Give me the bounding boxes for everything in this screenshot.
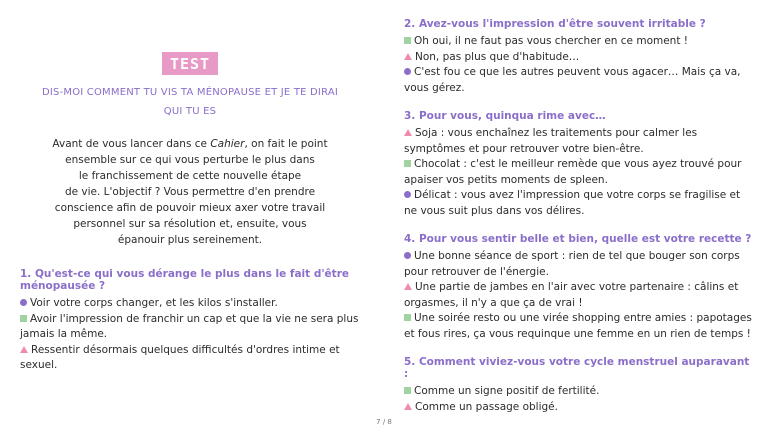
circle-marker-icon xyxy=(404,191,411,198)
answer-item xyxy=(20,312,360,343)
question-2-title: 2. Avez-vous l'impression d'être souvent irritable ? xyxy=(404,18,706,30)
square-marker-icon xyxy=(20,315,27,322)
answer-text: Comme un passage obligé. xyxy=(415,400,558,413)
intro-line: personnel sur sa résolution et, ensuite, vous xyxy=(73,218,307,230)
answer-text: Voir votre corps changer, et les kilos s'installer. xyxy=(30,297,278,309)
question-1-title: 1. Qu'est-ce qui vous dérange le plus dans le fait d'être ménopausée ? xyxy=(20,268,349,292)
square-marker-icon xyxy=(404,160,411,167)
right-column xyxy=(404,18,754,415)
intro-italic: Cahier xyxy=(210,138,245,150)
answer-item xyxy=(404,400,754,416)
answer-text: C'est fou ce que les autres peuvent vous agacer… Mais ça va, vous gérez. xyxy=(404,66,741,94)
answer-item xyxy=(404,50,754,66)
intro-line: épanouir plus sereinement. xyxy=(117,234,263,246)
answer-item xyxy=(404,126,754,157)
answer-item xyxy=(404,65,754,96)
answer-item xyxy=(20,343,360,374)
circle-marker-icon xyxy=(404,252,411,259)
answer-item xyxy=(404,188,754,219)
intro-paragraph xyxy=(20,136,360,248)
subtitle-line-1: DIS-MOI COMMENT TU VIS TA MÉNOPAUSE ET JE TE DIRAI xyxy=(41,87,339,98)
triangle-marker-icon xyxy=(404,403,412,410)
answer-item xyxy=(404,384,754,400)
answer-item xyxy=(404,34,754,50)
answer-text: Non, pas plus que d'habitude… xyxy=(415,50,580,63)
answer-text: Oh oui, il ne faut pas vous chercher en ce moment ! xyxy=(414,35,688,47)
intro-text: Avant de vous lancer dans ce xyxy=(52,138,211,150)
answer-item xyxy=(20,296,360,312)
question-5-title: 5. Comment viviez-vous votre cycle menstruel auparavant : xyxy=(404,356,750,380)
answer-text: Avoir l'impression de franchir un cap et que la vie ne sera plus jamais la même. xyxy=(20,312,359,340)
intro-line: conscience afin de pouvoir mieux axer votre travail xyxy=(54,202,326,214)
answer-text: Ressentir désormais quelques difficultés d'ordres intime et sexuel. xyxy=(20,343,340,371)
square-marker-icon xyxy=(404,387,411,394)
answer-item xyxy=(404,280,754,311)
triangle-marker-icon xyxy=(404,283,412,290)
intro-text: , on fait le point xyxy=(244,138,328,150)
circle-marker-icon xyxy=(404,68,411,75)
test-subtitle xyxy=(20,83,360,121)
triangle-marker-icon xyxy=(404,129,412,136)
triangle-marker-icon xyxy=(20,346,28,353)
answer-item xyxy=(404,157,754,188)
square-marker-icon xyxy=(404,37,411,44)
answer-text: Soja : vous enchaînez les traitements pour calmer les symptômes et pour retrouver votre bien-être. xyxy=(404,127,698,155)
left-column xyxy=(20,52,360,374)
page-number: 7 / 8 xyxy=(376,418,392,426)
answer-item xyxy=(404,249,754,280)
answer-text: Une partie de jambes en l'air avec votre partenaire : câlins et orgasmes, il n'y a que ça de vrai ! xyxy=(404,281,739,309)
intro-line: de vie. L'objectif ? Vous permettre d'en prendre xyxy=(64,186,316,198)
circle-marker-icon xyxy=(20,299,27,306)
triangle-marker-icon xyxy=(404,53,412,60)
intro-line: ensemble sur ce qui vous perturbe le plus dans xyxy=(65,154,315,166)
answer-text: Une soirée resto ou une virée shopping entre amies : papotages et fous rires, ça vous requinque une femme en un rien de temps ! xyxy=(404,312,752,340)
answer-item xyxy=(404,311,754,342)
test-tag: TEST xyxy=(162,52,218,75)
answer-text: Une bonne séance de sport : rien de tel que bouger son corps pour retrouver de l'énergie. xyxy=(404,250,740,278)
tag-wrap xyxy=(20,52,360,75)
subtitle-line-2: QUI TU ES xyxy=(163,106,217,117)
square-marker-icon xyxy=(404,314,411,321)
answer-text: Comme un signe positif de fertilité. xyxy=(414,385,600,397)
question-3-title: 3. Pour vous, quinqua rime avec… xyxy=(404,110,606,122)
intro-line xyxy=(26,136,354,152)
answer-text: Chocolat : c'est le meilleur remède que vous ayez trouvé pour apaiser vos petits moments de spleen. xyxy=(404,158,742,186)
intro-line: le franchissement de cette nouvelle étape xyxy=(78,170,302,182)
answer-text: Délicat : vous avez l'impression que votre corps se fragilise et ne vous suit plus dans vos délires. xyxy=(404,189,741,217)
question-4-title: 4. Pour vous sentir belle et bien, quelle est votre recette ? xyxy=(404,233,752,245)
